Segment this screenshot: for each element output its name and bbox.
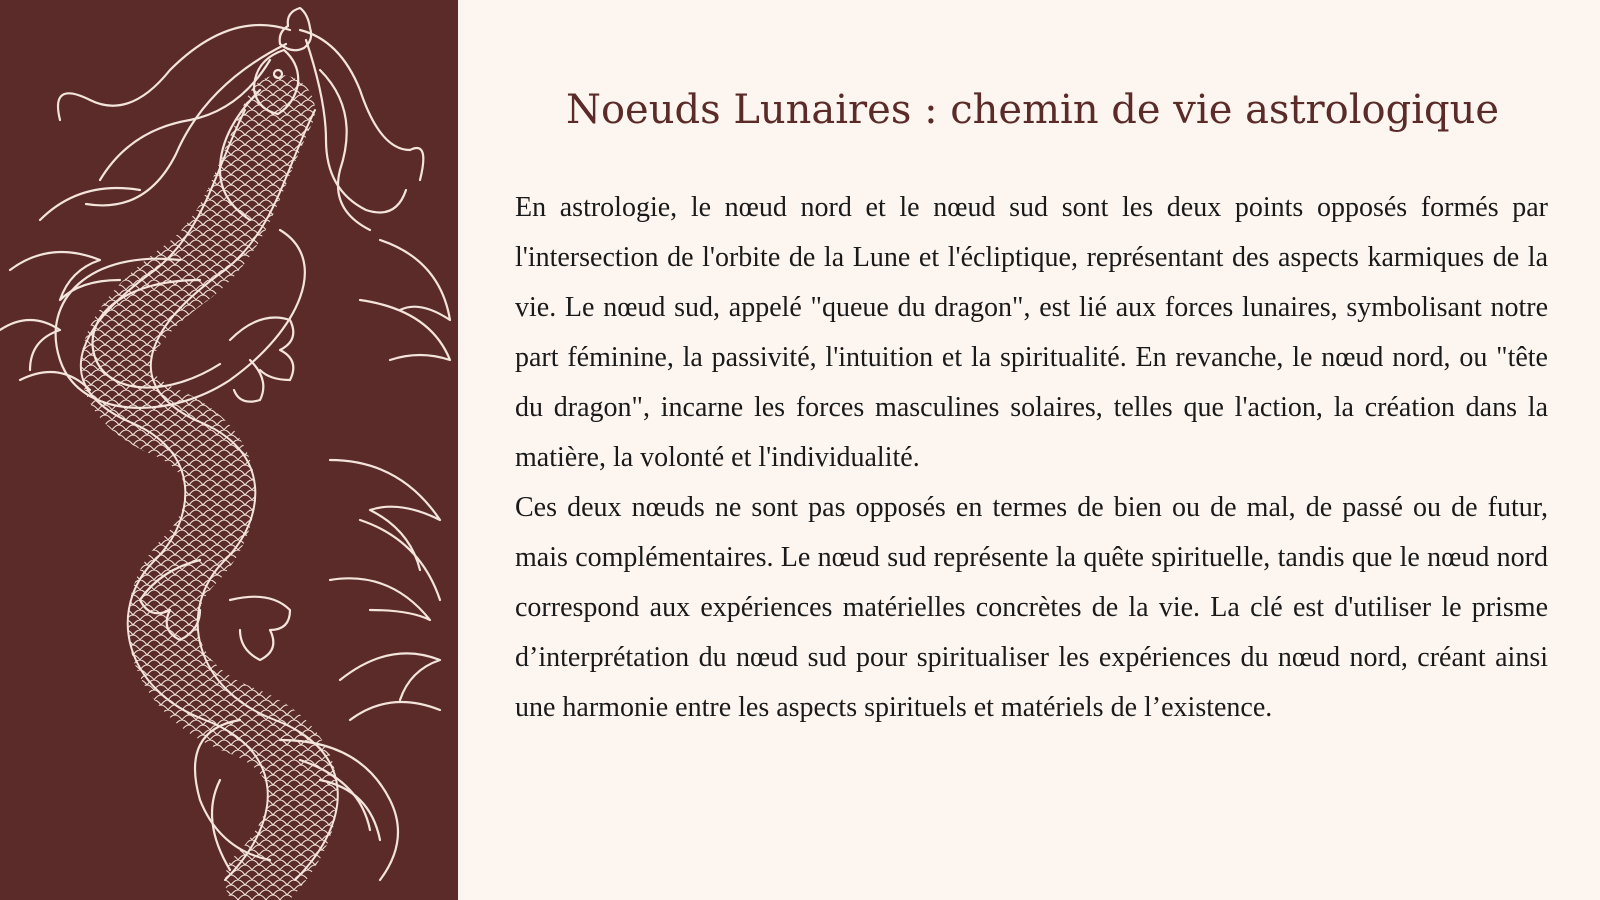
paragraph: En astrologie, le nœud nord et le nœud sud sont les deux points opposés formés par l'intersection de l'orbite de la Lune et l'écliptique, représentant des aspects karmiques de la vie. Le nœud sud, appelé "queue du dragon", est lié aux forces lunaires, symbolisant notre part féminine, la passivité, l'intuition et la spiritualité. En revanche, le nœud nord, ou "tête du dragon", incarne les forces masculines solaires, telles que l'action, la création dans la matière, la volonté et l'individualité. — [515, 192, 1548, 473]
dragon-icon — [0, 0, 458, 900]
body-text — [515, 183, 1548, 733]
page-title: Noeuds Lunaires : chemin de vie astrologique — [565, 87, 1500, 133]
illustration-panel — [0, 0, 458, 900]
paragraph: Ces deux nœuds ne sont pas opposés en termes de bien ou de mal, de passé ou de futur, mais complémentaires. Le nœud sud représente la quête spirituelle, tandis que le nœud nord correspond aux expériences matérielles concrètes de la vie. La clé est d'utiliser le prisme d’interprétation du nœud sud pour spiritualiser les expériences du nœud nord, créant ainsi une harmonie entre les aspects spirituels et matériels de l’existence. — [515, 492, 1548, 723]
